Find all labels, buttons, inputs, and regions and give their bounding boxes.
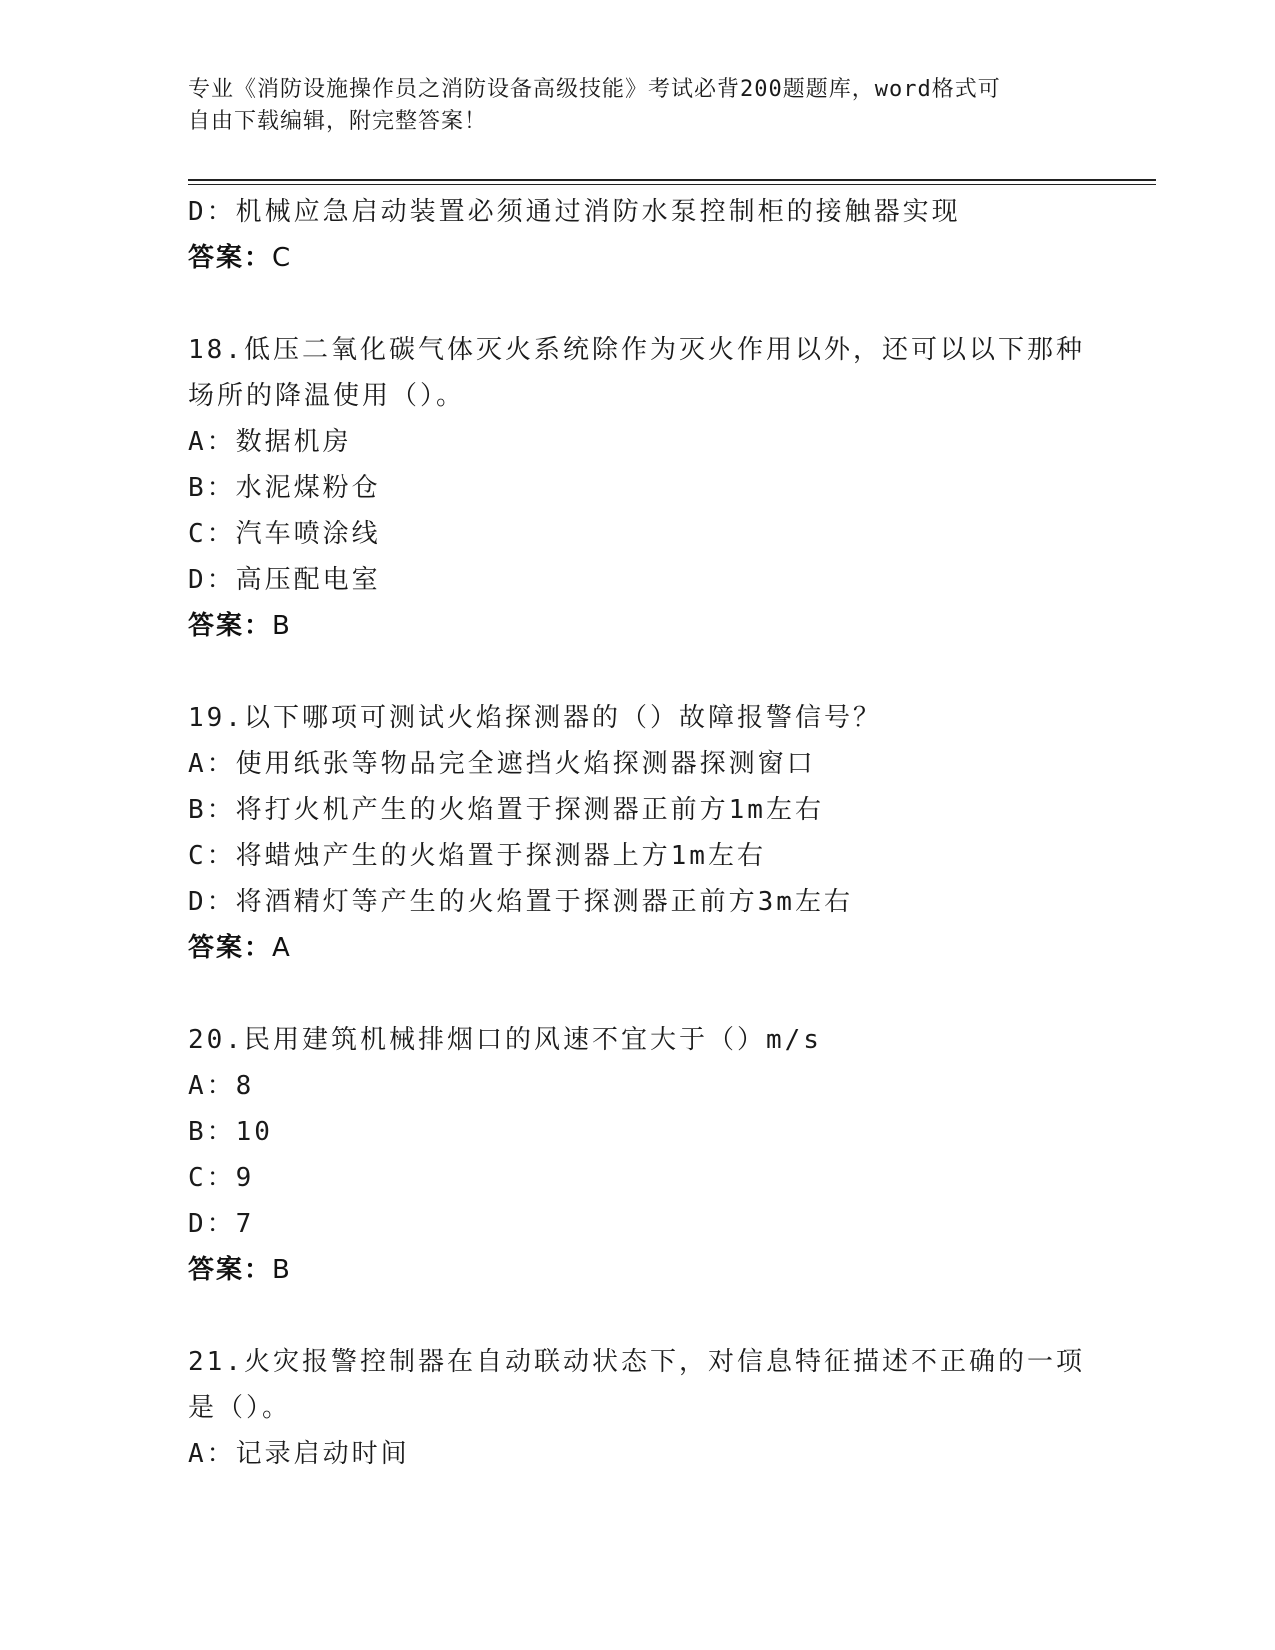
- answer-line: [188, 235, 1088, 281]
- option-a: A：数据机房: [188, 427, 352, 457]
- question-stem-line-1: 20.民用建筑机械排烟口的风速不宜大于（）m/s: [188, 1025, 822, 1055]
- spacer: [188, 1293, 1088, 1339]
- document-body: [188, 189, 1088, 1477]
- option-d: D：7: [188, 1209, 255, 1239]
- question-20: [188, 1017, 1088, 1293]
- option-d: D：将酒精灯等产生的火焰置于探测器正前方3m左右: [188, 887, 853, 917]
- answer-label: 答案：: [188, 611, 273, 641]
- option-d: D：机械应急启动装置必须通过消防水泵控制柜的接触器实现: [188, 197, 961, 227]
- question-19: [188, 695, 1088, 971]
- option-b: B：10: [188, 1117, 273, 1147]
- question-stem-line-2: 场所的降温使用（）。: [188, 381, 466, 411]
- spacer: [188, 649, 1088, 695]
- question-stem-line-1: 21.火灾报警控制器在自动联动状态下，对信息特征描述不正确的一项: [188, 1347, 1085, 1377]
- option-c: C：将蜡烛产生的火焰置于探测器上方1m左右: [188, 841, 766, 871]
- option-c: C：汽车喷涂线: [188, 519, 381, 549]
- question-stem-line-2: 是（）。: [188, 1393, 292, 1423]
- option-b: B：水泥煤粉仓: [188, 473, 381, 503]
- option-b: B：将打火机产生的火焰置于探测器正前方1m左右: [188, 795, 824, 825]
- option-a: A：8: [188, 1071, 255, 1101]
- option-c: C：9: [188, 1163, 255, 1193]
- option-a: A：记录启动时间: [188, 1439, 410, 1469]
- option-d: D：高压配电室: [188, 565, 381, 595]
- answer-value: B: [272, 1255, 292, 1285]
- answer-value: B: [272, 611, 292, 641]
- answer-label: 答案：: [188, 1255, 273, 1285]
- header-line-1: 专业《消防设施操作员之消防设备高级技能》考试必背200题题库，word格式可: [188, 77, 1001, 102]
- question-stem-line-1: 19.以下哪项可测试火焰探测器的（）故障报警信号？: [188, 703, 882, 733]
- header-line-2: 自由下载编辑，附完整答案！: [188, 109, 488, 134]
- question-18: [188, 327, 1088, 649]
- answer-value: C: [272, 243, 293, 273]
- question-21: [188, 1339, 1088, 1477]
- answer-label: 答案：: [188, 933, 273, 963]
- spacer: [188, 971, 1088, 1017]
- answer-line: [188, 603, 1088, 649]
- question-stem-line-1: 18.低压二氧化碳气体灭火系统除作为灭火作用以外，还可以以下那种: [188, 335, 1085, 365]
- option-a: A：使用纸张等物品完全遮挡火焰探测器探测窗口: [188, 749, 816, 779]
- document-header: [188, 74, 1088, 138]
- header-divider-thick: [188, 179, 1156, 181]
- answer-value: A: [272, 933, 292, 963]
- answer-label: 答案：: [188, 243, 273, 273]
- header-divider-thin: [188, 184, 1156, 185]
- spacer: [188, 281, 1088, 327]
- answer-line: [188, 1247, 1088, 1293]
- answer-line: [188, 925, 1088, 971]
